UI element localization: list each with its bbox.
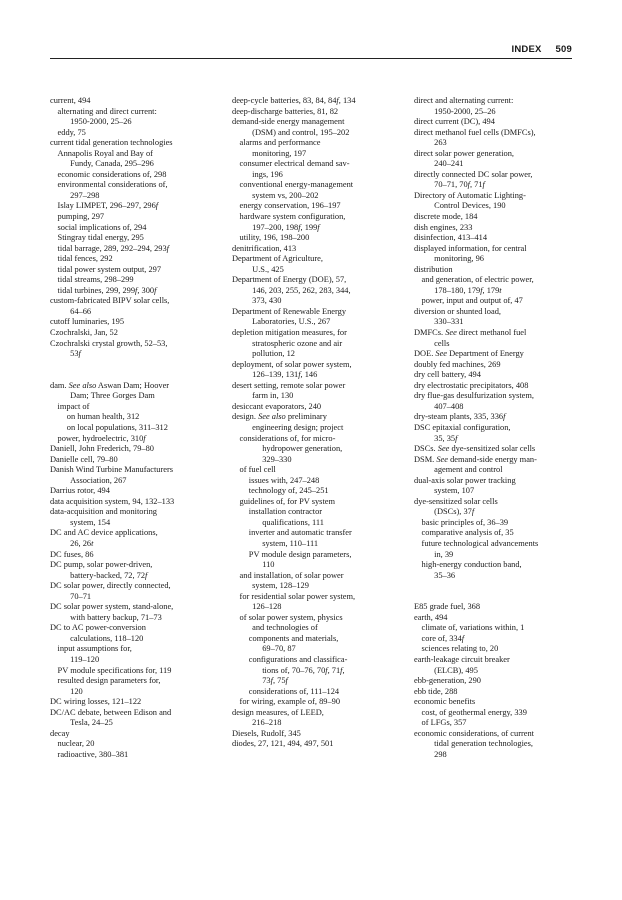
index-entry: DC pump, solar power-driven, [50,560,153,570]
index-entry: tidal streams, 298–299 [57,275,134,285]
index-entry: cutoff luminaries, 195 [50,317,125,327]
index-entry: 70–71, 70f, 71f [434,180,485,190]
index-entry: deep-discharge batteries, 81, 82 [232,106,339,116]
index-entry: tidal turbines, 299, 299f, 300f [57,285,157,295]
index-entry: of solar power system, physics [239,612,343,622]
index-entry: 240–241 [434,159,464,169]
index-entry: DOE. See Department of Energy [414,349,524,359]
index-spacer [414,581,582,592]
index-entry: 197–200, 198f, 199f [252,222,320,232]
index-entry: Department of Energy (DOE), 57, [232,275,347,285]
index-entry: 330–331 [434,317,464,327]
index-column-1 [50,96,218,760]
header-text [512,44,573,55]
index-column-3 [414,96,582,760]
index-entry: doubly fed machines, 269 [414,359,501,369]
index-entry: pollution, 12 [252,349,295,359]
index-entry: E85 grade fuel, 368 [414,602,481,612]
index-entry: pumping, 297 [57,212,105,222]
index-entry: diversion or shunted load, [414,306,501,316]
index-entry: dual-axis solar power tracking [414,475,516,485]
index-entry: desert setting, remote solar power [232,380,346,390]
index-entry: Control Devices, 190 [434,201,506,211]
index-entry: Czochralski crystal growth, 52–53, [50,338,168,348]
index-entry: DC to AC power-conversion [50,623,146,633]
index-entry: 126–139, 131f, 146 [252,370,318,380]
index-entry: issues with, 247–248 [248,475,320,485]
index-entry: DSC epitaxial configuration, [414,422,511,432]
index-entry: (DSM) and control, 195–202 [252,127,350,137]
index-entry: high-energy conduction band, [421,560,522,570]
index-entry: Department of Renewable Energy [232,306,347,316]
index-entry: conventional energy-management [239,180,354,190]
index-entry: DC solar power, directly connected, [50,581,171,591]
index-entry: 70–71 [70,591,92,601]
index-entry: DC/AC debate, between Edison and [50,707,172,717]
index-entry: ings, 196 [252,169,283,179]
index-entry: direct current (DC), 494 [414,117,495,127]
index-entry: 126–128 [252,602,282,612]
index-entry: design. See also preliminary [232,412,327,422]
index-entry: Daniell, John Frederich, 79–80 [50,444,154,454]
index-entry: eddy, 75 [57,127,86,137]
index-entry: 119–120 [70,654,100,664]
index-entry: system vs, 200–202 [252,190,319,200]
index-entry: 73f, 75f [262,676,288,686]
index-entry: installation contractor [248,507,323,517]
index-entry: Laboratories, U.S., 267 [252,317,331,327]
index-entry: energy conservation, 196–197 [239,201,341,211]
index-entry: monitoring, 96 [434,254,484,264]
index-entry: for wiring, example of, 89–90 [239,697,341,707]
index-entry: Danish Wind Turbine Manufacturers [50,465,174,475]
index-entry: Fundy, Canada, 295–296 [70,159,154,169]
index-entry: DMFCs. See direct methanol fuel [414,328,527,338]
index-entry: consumer electrical demand sav- [239,159,350,169]
index-entry: 297–298 [70,190,100,200]
index-entry: monitoring, 197 [252,148,307,158]
index-entry: economic considerations of, 298 [57,169,167,179]
index-spacer [50,370,218,381]
index-entry: directly connected DC solar power, [414,169,533,179]
index-entry: DSCs. See dye-sensitized solar cells [414,444,536,454]
index-entry: climate of, variations within, 1 [421,623,525,633]
index-entry: data acquisition system, 94, 132–133 [50,496,175,506]
index-entry: cells [434,338,450,348]
index-entry: tions of, 70–76, 70f, 71f, [262,665,345,675]
index-entry: discrete mode, 184 [414,212,478,222]
index-entry: of LFGs, 357 [421,718,467,728]
index-entry: U.S., 425 [252,264,284,274]
index-entry: Islay LIMPET, 296–297, 296f [57,201,159,211]
index-entry: 110 [262,560,275,570]
page-number: 509 [555,44,572,55]
index-entry: ebb tide, 288 [414,686,458,696]
index-entry: tidal fences, 292 [57,254,113,264]
index-entry: of fuel cell [239,465,276,475]
index-entry: diodes, 27, 121, 494, 497, 501 [232,739,334,749]
index-entry: 64–66 [70,306,92,316]
index-entry: 53f [70,349,81,359]
index-entry: direct and alternating current: [414,96,514,105]
index-entry: distribution [414,264,453,274]
index-entry: Darrius rotor, 494 [50,486,110,496]
index-entry: 178–180, 179f, 179t [434,285,502,295]
index-entry: DC and AC device applications, [50,528,158,538]
index-entry: current tidal generation technologies [50,138,173,148]
index-entry: (DSCs), 37f [434,507,475,517]
index-spacer [50,360,218,371]
index-entry: earth, 494 [414,612,448,622]
index-entry: on human health, 312 [66,412,140,422]
index-entry: Stingray tidal energy, 295 [57,233,144,243]
index-entry: depletion mitigation measures, for [232,328,347,338]
index-entry: utility, 196, 198–200 [239,233,310,243]
index-entry: core of, 334f [421,633,465,643]
index-entry: economic benefits [414,697,476,707]
index-entry: data-acquisition and monitoring [50,507,157,517]
index-entry: 329–330 [262,454,292,464]
index-entry: inverter and automatic transfer [248,528,352,538]
index-entry: DC fuses, 86 [50,549,94,559]
index-entry: hydropower generation, [262,444,343,454]
index-entry: PV module design parameters, [248,549,352,559]
index-entry: tidal barrage, 289, 292–294, 293f [57,243,169,253]
index-entry: system, 128–129 [252,581,309,591]
index-entry: dry flue-gas desulfurization system, [414,391,535,401]
index-entry: deep-cycle batteries, 83, 84, 84f, 134 [232,96,356,105]
index-entry: Department of Agriculture, [232,254,323,264]
index-entry: alternating and direct current: [57,106,157,116]
index-entry: power, input and output of, 47 [421,296,523,306]
index-entry: current, 494 [50,96,91,105]
index-entry: system, 107 [434,486,475,496]
index-entry: (ELCB), 495 [434,665,478,675]
index-entry: ebb-generation, 290 [414,676,481,686]
index-entry: battery-backed, 72, 72f [70,570,148,580]
index-entry: Dam; Three Gorges Dam [70,391,155,401]
index-entry: engineering design; project [252,422,344,432]
index-entry: 373, 430 [252,296,282,306]
index-entry: Danielle cell, 79–80 [50,454,118,464]
index-entry: denitrification, 413 [232,243,297,253]
index-entry: power, hydroelectric, 310f [57,433,146,443]
index-column-2 [232,96,400,750]
index-entry: system, 154 [70,517,111,527]
index-entry: future technological advancements [421,538,539,548]
index-spacer [414,592,582,603]
index-entry: DSM. See demand-side energy man- [414,454,537,464]
index-entry: 216–218 [252,718,282,728]
index-entry: comparative analysis of, 35 [421,528,514,538]
index-entry: disinfection, 413–414 [414,233,488,243]
index-entry: dry cell battery, 494 [414,370,481,380]
index-entry: farm in, 130 [252,391,294,401]
index-entry: 69–70, 87 [262,644,296,654]
index-entry: Czochralski, Jan, 52 [50,328,118,338]
index-entry: basic principles of, 36–39 [421,517,509,527]
index-entry: stratospheric ozone and air [252,338,343,348]
index-entry: input assumptions for, [57,644,132,654]
index-entry: environmental considerations of, [57,180,168,190]
index-entry: radioactive, 380–381 [57,749,129,759]
index-entry: 298 [434,749,447,759]
index-entry: Tesla, 24–25 [70,718,113,728]
index-entry: sciences relating to, 20 [421,644,499,654]
index-entry: considerations of, for micro- [239,433,336,443]
index-entry: deployment, of solar power system, [232,359,352,369]
index-entry: and technologies of [252,623,318,633]
index-entry: displayed information, for central [414,243,527,253]
index-entry: 26, 26t [70,538,94,548]
index-entry: decay [50,728,70,738]
index-entry: tidal generation technologies, [434,739,533,749]
index-entry: design measures, of LEED, [232,707,324,717]
index-entry: 35–36 [434,570,456,580]
index-entry: PV module specifications for, 119 [57,665,172,675]
index-entry: custom-fabricated BIPV solar cells, [50,296,170,306]
index-entry: hardware system configuration, [239,212,346,222]
index-entry: 1950-2000, 25–26 [70,117,132,127]
index-entry: in, 39 [434,549,454,559]
index-entry: 407–408 [434,401,464,411]
index-entry: technology of, 245–251 [248,486,329,496]
index-entry: configurations and classifica- [248,654,348,664]
index-entry: components and materials, [248,633,339,643]
index-entry: earth-leakage circuit breaker [414,654,510,664]
index-entry: direct solar power generation, [414,148,514,158]
index-entry: dry-steam plants, 335, 336f [414,412,506,422]
index-entry: demand-side energy management [232,117,345,127]
index-entry: and installation, of solar power [239,570,344,580]
index-entry: alarms and performance [239,138,321,148]
index-entry: 35, 35f [434,433,458,443]
header-title: INDEX [511,44,542,55]
index-entry: dish engines, 233 [414,222,473,232]
index-entry: dye-sensitized solar cells [414,496,498,506]
index-entry: on local populations, 311–312 [66,422,168,432]
index-entry: DC solar power system, stand-alone, [50,602,174,612]
index-entry: 263 [434,138,447,148]
index-entry: and generation, of electric power, [421,275,534,285]
index-entry: calculations, 118–120 [70,633,144,643]
index-entry: system, 110–111 [262,538,319,548]
index-entry: guidelines of, for PV system [239,496,336,506]
index-entry: for residential solar power system, [239,591,356,601]
index-entry: nuclear, 20 [57,739,95,749]
index-entry: with battery backup, 71–73 [70,612,162,622]
index-entry: considerations of, 111–124 [248,686,340,696]
index-entry: agement and control [434,465,503,475]
index-entry: Directory of Automatic Lighting- [414,190,526,200]
running-header [50,44,572,59]
index-entry: 146, 203, 255, 262, 283, 344, [252,285,351,295]
index-entry: Association, 267 [70,475,127,485]
index-entry: social implications of, 294 [57,222,147,232]
index-entry: Annapolis Royal and Bay of [57,148,153,158]
index-entry: dry electrostatic precipitators, 408 [414,380,529,390]
index-entry: tidal power system output, 297 [57,264,162,274]
index-entry: cost, of geothermal energy, 339 [421,707,527,717]
index-entry: Diesels, Rudolf, 345 [232,728,301,738]
index-entry: economic considerations, of current [414,728,534,738]
index-entry: 120 [70,686,83,696]
index-entry: dam. See also Aswan Dam; Hoover [50,380,170,390]
index-entry: direct methanol fuel cells (DMFCs), [414,127,536,137]
index-entry: resulted design parameters for, [57,676,161,686]
index-entry: impact of [57,401,90,411]
index-entry: DC wiring losses, 121–122 [50,697,142,707]
index-entry: qualifications, 111 [262,517,324,527]
index-entry: desiccant evaporators, 240 [232,401,322,411]
index-entry: 1950-2000, 25–26 [434,106,496,116]
